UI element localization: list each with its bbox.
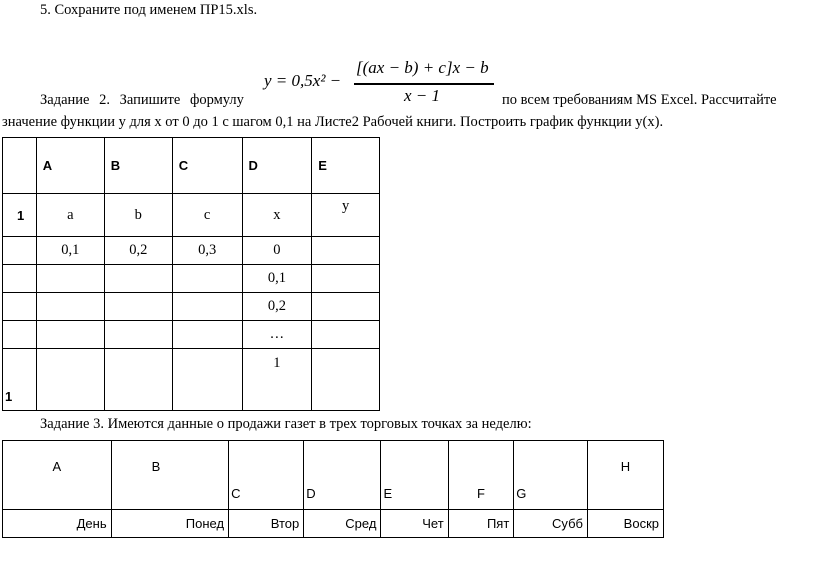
- col-letter-b: B: [111, 441, 228, 510]
- table-cell: [312, 321, 380, 349]
- table-cell: [104, 265, 172, 293]
- table-cell: [36, 321, 104, 349]
- task2-continuation: по всем требованиям MS Excel. Рассчитайте: [502, 92, 777, 108]
- table-row: [3, 194, 380, 237]
- step-5-text: 5. Сохраните под именем ПР15.xls.: [40, 2, 258, 18]
- table-cell: [172, 293, 242, 321]
- table-cell: [3, 138, 37, 194]
- table-cell: [3, 265, 37, 293]
- value-x: …: [242, 321, 312, 349]
- table-cell: [36, 293, 104, 321]
- col-letter-c: C: [172, 138, 242, 194]
- header-b: b: [104, 194, 172, 237]
- col-letter-e: E: [312, 138, 380, 194]
- table-cell: [172, 265, 242, 293]
- col-letter-a: A: [3, 441, 112, 510]
- fraction-bar: [354, 83, 494, 85]
- value-c: 0,3: [172, 237, 242, 265]
- header-x: x: [242, 194, 312, 237]
- table-row: [3, 138, 380, 194]
- col-letter-h: H: [587, 441, 663, 510]
- value-x: 0,1: [242, 265, 312, 293]
- row-number: 1: [3, 349, 37, 411]
- table-cell: [3, 237, 37, 265]
- table-cell: [3, 321, 37, 349]
- day-fri: Пят: [448, 510, 514, 538]
- day-mon: Понед: [111, 510, 228, 538]
- table-cell: [104, 349, 172, 411]
- table-cell: [104, 321, 172, 349]
- value-x: 1: [242, 349, 312, 411]
- day-sun: Воскр: [587, 510, 663, 538]
- table-cell: [172, 321, 242, 349]
- header-c: c: [172, 194, 242, 237]
- table-row: [3, 237, 380, 265]
- table-row: [3, 293, 380, 321]
- table-row: [3, 510, 664, 538]
- table-row: [3, 349, 380, 411]
- task3-text: Задание 3. Имеются данные о продажи газет в трех торговых точках за неделю:: [40, 416, 532, 432]
- formula-denominator: x − 1: [404, 86, 441, 105]
- row-number: 1: [3, 194, 37, 237]
- table-cell: [312, 293, 380, 321]
- value-b: 0,2: [104, 237, 172, 265]
- col-letter-g: G: [514, 441, 588, 510]
- col-letter-f: F: [448, 441, 514, 510]
- col-letter-b: B: [104, 138, 172, 194]
- day-wed: Сред: [304, 510, 381, 538]
- col-letter-a: A: [36, 138, 104, 194]
- sales-table: [2, 440, 664, 538]
- col-letter-d: D: [242, 138, 312, 194]
- table-cell: [3, 293, 37, 321]
- table-row: [3, 441, 664, 510]
- col-letter-c: C: [229, 441, 304, 510]
- task2-description: значение функции y для x от 0 до 1 с шагом 0,1 на Листе2 Рабочей книги. Построить график функции y(x).: [2, 114, 664, 130]
- formula-numerator: [(ax − b) + c]x − b: [356, 58, 489, 77]
- col-letter-e: E: [381, 441, 448, 510]
- table-row: [3, 321, 380, 349]
- day-thu: Чет: [381, 510, 448, 538]
- table-row: [3, 265, 380, 293]
- formula-lhs: y = 0,5x² −: [264, 71, 342, 90]
- table-cell: [104, 293, 172, 321]
- header-a: a: [36, 194, 104, 237]
- day-tue: Втор: [229, 510, 304, 538]
- table-cell: [36, 349, 104, 411]
- value-x: 0,2: [242, 293, 312, 321]
- col-letter-d: D: [304, 441, 381, 510]
- table-cell: [312, 237, 380, 265]
- table-cell: [312, 349, 380, 411]
- value-x: 0: [242, 237, 312, 265]
- task2-intro: Задание 2. Запишите формулу: [40, 92, 244, 108]
- formula: [264, 58, 504, 108]
- table-cell: [172, 349, 242, 411]
- table-cell: [36, 265, 104, 293]
- table-cell: [312, 265, 380, 293]
- header-y: y: [312, 194, 380, 237]
- day-sat: Субб: [514, 510, 588, 538]
- day-label: День: [3, 510, 112, 538]
- value-a: 0,1: [36, 237, 104, 265]
- function-table: [2, 137, 380, 411]
